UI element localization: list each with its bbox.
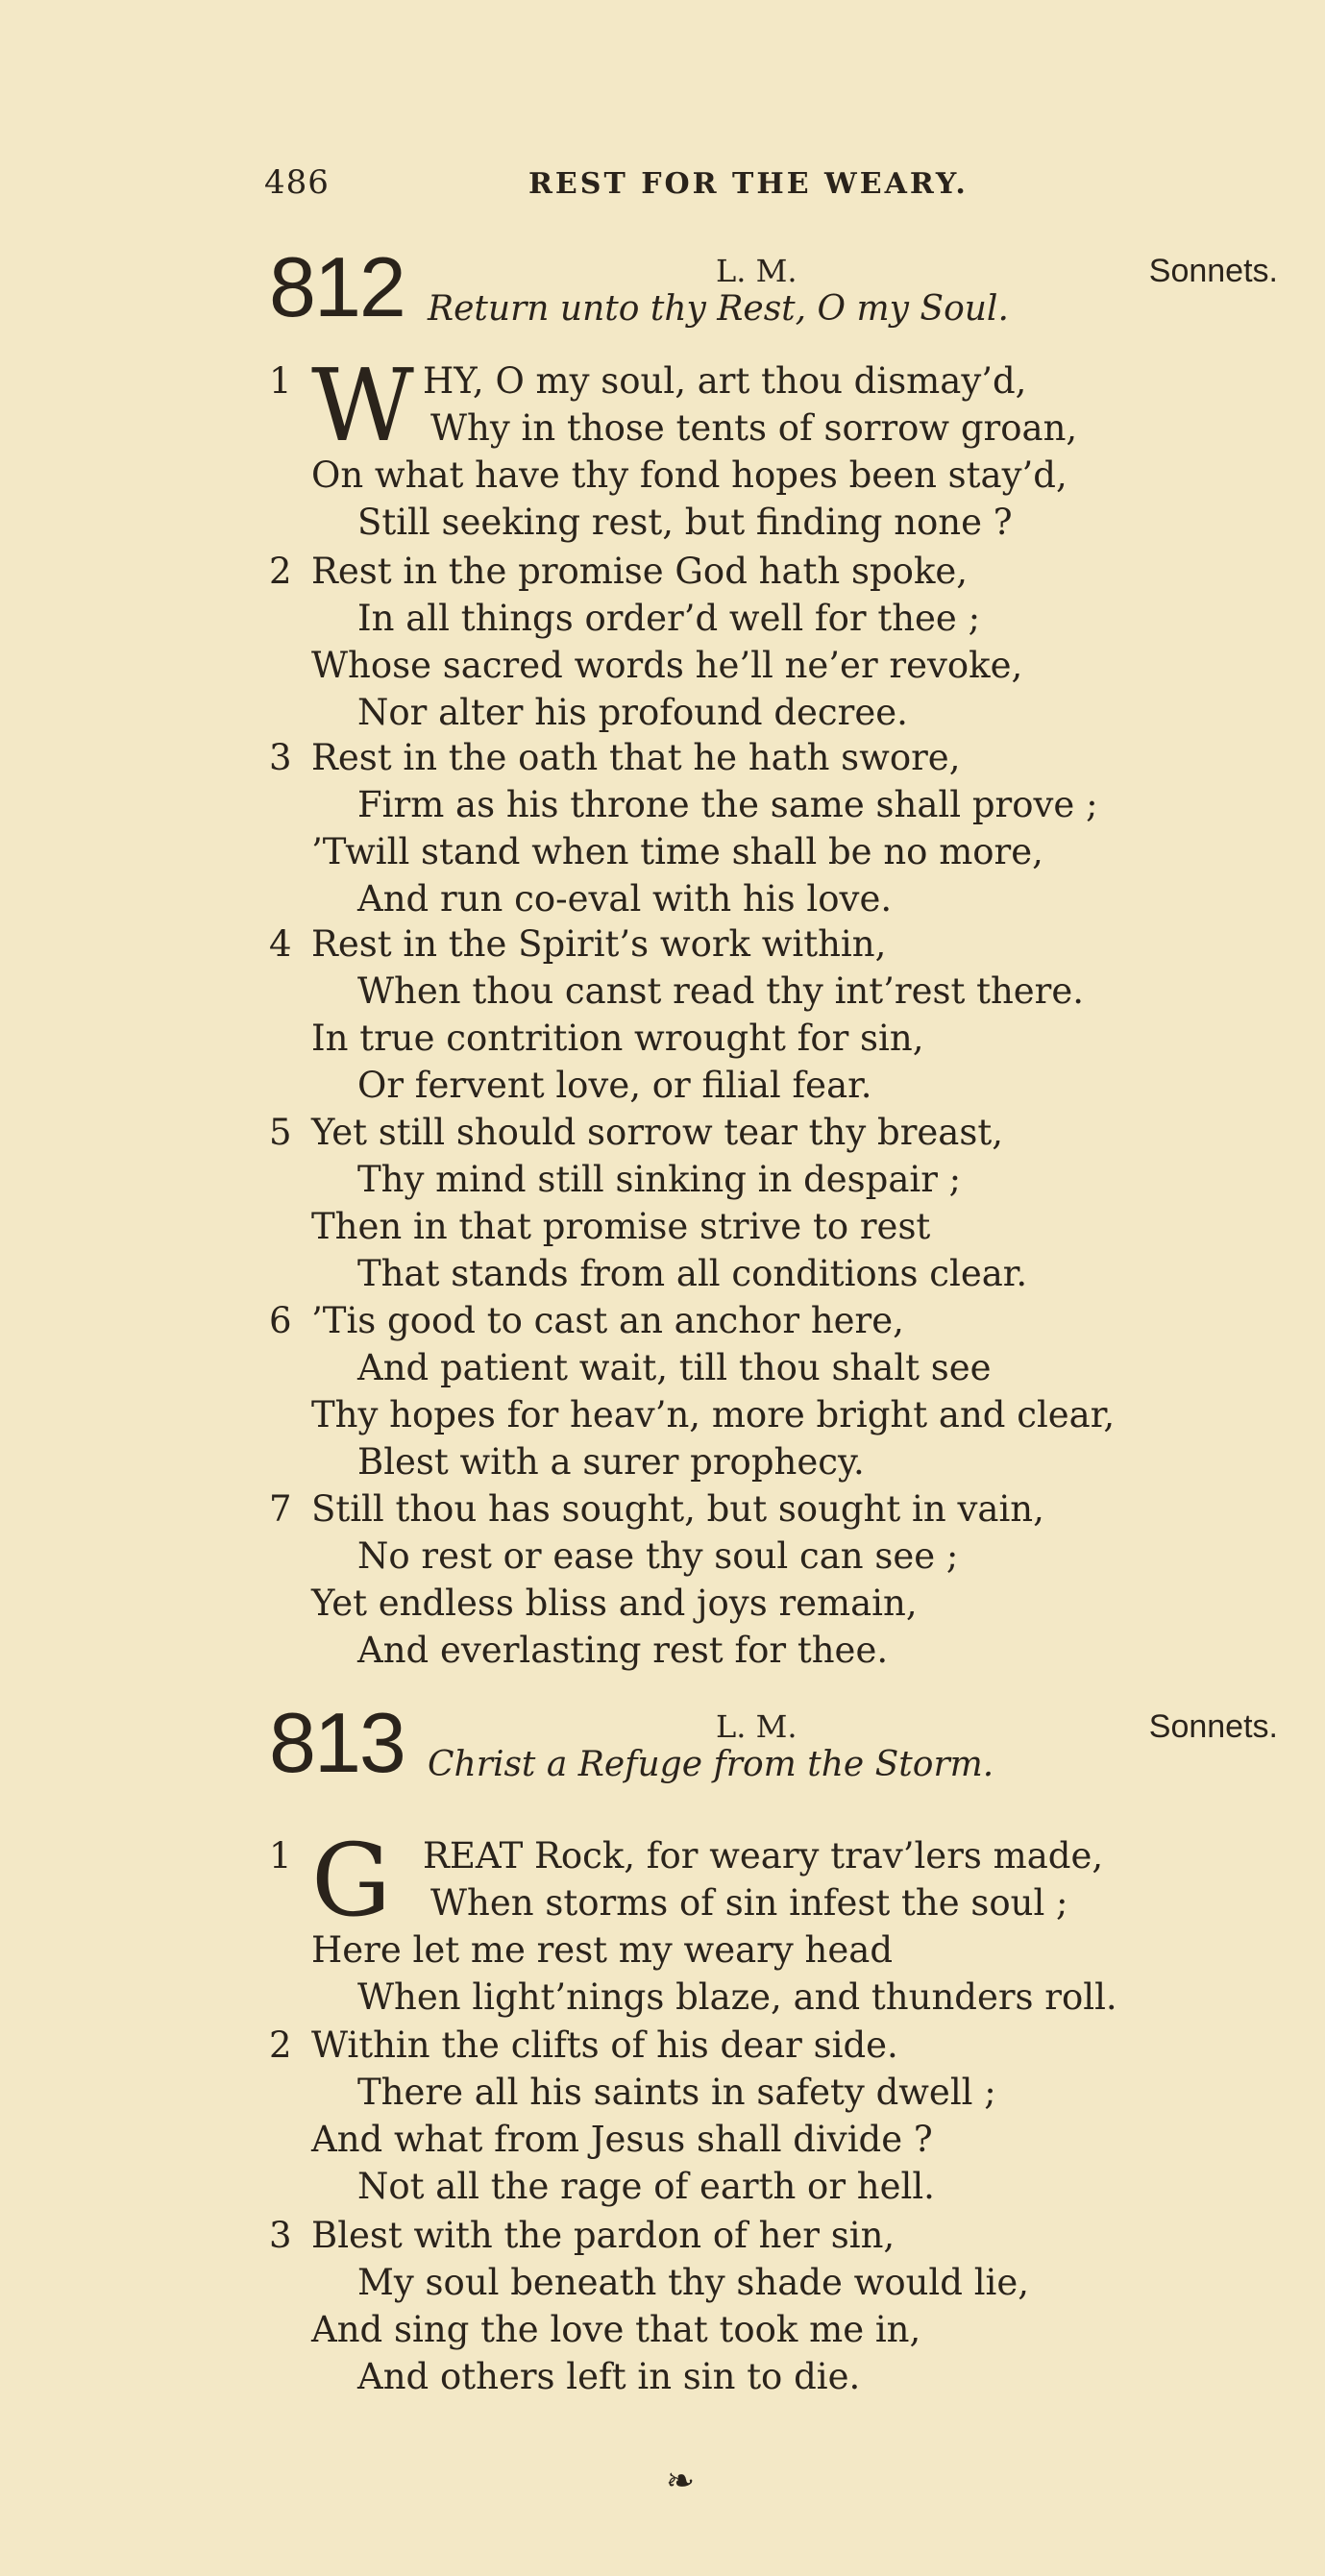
verse-number: 2 — [269, 551, 292, 592]
verse-line: And run co-eval with his love. — [357, 878, 893, 920]
verse-number: 4 — [269, 923, 292, 965]
hymn-meter: L. M. — [716, 1708, 797, 1745]
verse-number: 6 — [269, 1300, 292, 1341]
verse-line: There all his saints in safety dwell ; — [357, 2072, 996, 2113]
verse-812-2 — [269, 548, 1288, 736]
verse-line: ’Twill stand when time shall be no more, — [311, 831, 1043, 872]
running-title: REST FOR THE WEARY. — [528, 167, 969, 201]
verse-line: Whose sacred words he’ll ne’er revoke, — [311, 645, 1023, 686]
verse-line: Rest in the Spirit’s work within, — [311, 923, 887, 965]
verse-number: 1 — [269, 1835, 292, 1877]
verse-line: Thy hopes for heav’n, more bright and clear, — [311, 1394, 1116, 1435]
verse-line: And patient wait, till thou shalt see — [357, 1347, 992, 1388]
verse-line: Blest with a surer prophecy. — [357, 1441, 865, 1483]
verse-number: 3 — [269, 2215, 292, 2256]
verse-line: No rest or ease thy soul can see ; — [357, 1535, 959, 1577]
hymn-tune: Sonnets. — [1148, 253, 1278, 289]
verse-812-3 — [269, 734, 1288, 922]
verse-line: REAT Rock, for weary trav’lers made, — [423, 1835, 1104, 1877]
verse-line: When storms of sin infest the soul ; — [430, 1882, 1068, 1924]
verse-line: Blest with the pardon of her sin, — [311, 2215, 896, 2256]
verse-line: When thou canst read thy int’rest there. — [357, 970, 1085, 1012]
verse-812-7 — [269, 1485, 1288, 1674]
hymn-title: Return unto thy Rest, O my Soul. — [428, 289, 1009, 329]
verse-line: Yet endless bliss and joys remain, — [311, 1582, 918, 1624]
hymn-tune: Sonnets. — [1148, 1708, 1278, 1745]
verse-number: 7 — [269, 1488, 292, 1530]
verse-line: On what have thy fond hopes been stay’d, — [311, 454, 1067, 496]
verse-812-4 — [269, 920, 1288, 1109]
verse-813-2 — [269, 2022, 1288, 2210]
verse-line: That stands from all conditions clear. — [357, 1253, 1028, 1294]
verse-line: Nor alter his profound decree. — [357, 692, 908, 733]
hymn-number: 813 — [269, 1695, 405, 1790]
hymn-meter: L. M. — [716, 253, 797, 289]
verse-number: 3 — [269, 737, 292, 778]
verse-line: Thy mind still sinking in despair ; — [357, 1159, 962, 1200]
verse-812-5 — [269, 1109, 1288, 1297]
verse-number: 1 — [269, 360, 292, 402]
verse-812-1 — [269, 347, 1288, 546]
hymn-header-813 — [269, 1695, 1278, 1806]
verse-813-3 — [269, 2212, 1288, 2400]
verse-line: My soul beneath thy shade would lie, — [357, 2262, 1030, 2303]
verse-number: 5 — [269, 1112, 292, 1153]
verse-line: Yet still should sorrow tear thy breast, — [311, 1112, 1003, 1153]
verse-line: And sing the love that took me in, — [311, 2309, 921, 2350]
verse-812-6 — [269, 1297, 1288, 1485]
verse-line: HY, O my soul, art thou dismay’d, — [423, 360, 1027, 402]
verse-line: Or fervent love, or filial fear. — [357, 1065, 872, 1106]
verse-line: And what from Jesus shall divide ? — [311, 2119, 933, 2160]
hymn-number: 812 — [269, 239, 405, 334]
verse-line: Why in those tents of sorrow groan, — [430, 407, 1078, 449]
verse-line: Then in that promise strive to rest — [311, 1206, 931, 1247]
verse-line: And everlasting rest for thee. — [357, 1630, 889, 1671]
verse-number: 2 — [269, 2024, 292, 2066]
running-head — [264, 163, 1273, 211]
verse-line: When light’nings blaze, and thunders roll. — [357, 1976, 1117, 2018]
verse-line: Within the clifts of his dear side. — [311, 2024, 898, 2066]
verse-813-1 — [269, 1822, 1288, 2021]
page-number: 486 — [264, 163, 330, 202]
verse-line: Firm as his throne the same shall prove ; — [357, 784, 1098, 825]
hymn-title: Christ a Refuge from the Storm. — [428, 1745, 994, 1784]
verse-line: ’Tis good to cast an anchor here, — [311, 1300, 904, 1341]
verse-line: And others left in sin to die. — [357, 2356, 861, 2397]
verse-line: Still thou has sought, but sought in vain, — [311, 1488, 1044, 1530]
verse-line: Rest in the promise God hath spoke, — [311, 551, 969, 592]
verse-line: Here let me rest my weary head — [311, 1929, 894, 1971]
verse-line: Rest in the oath that he hath swore, — [311, 737, 961, 778]
verse-line: Not all the rage of earth or hell. — [357, 2166, 935, 2207]
verse-line: In all things order’d well for thee ; — [357, 598, 981, 639]
drop-cap: G — [311, 1822, 392, 1939]
hymn-header-812 — [269, 239, 1278, 351]
drop-cap: W — [311, 347, 414, 464]
verse-line: In true contrition wrought for sin, — [311, 1018, 924, 1059]
verse-line: Still seeking rest, but finding none ? — [357, 502, 1013, 543]
ornament-icon: ❧ — [666, 2462, 696, 2501]
